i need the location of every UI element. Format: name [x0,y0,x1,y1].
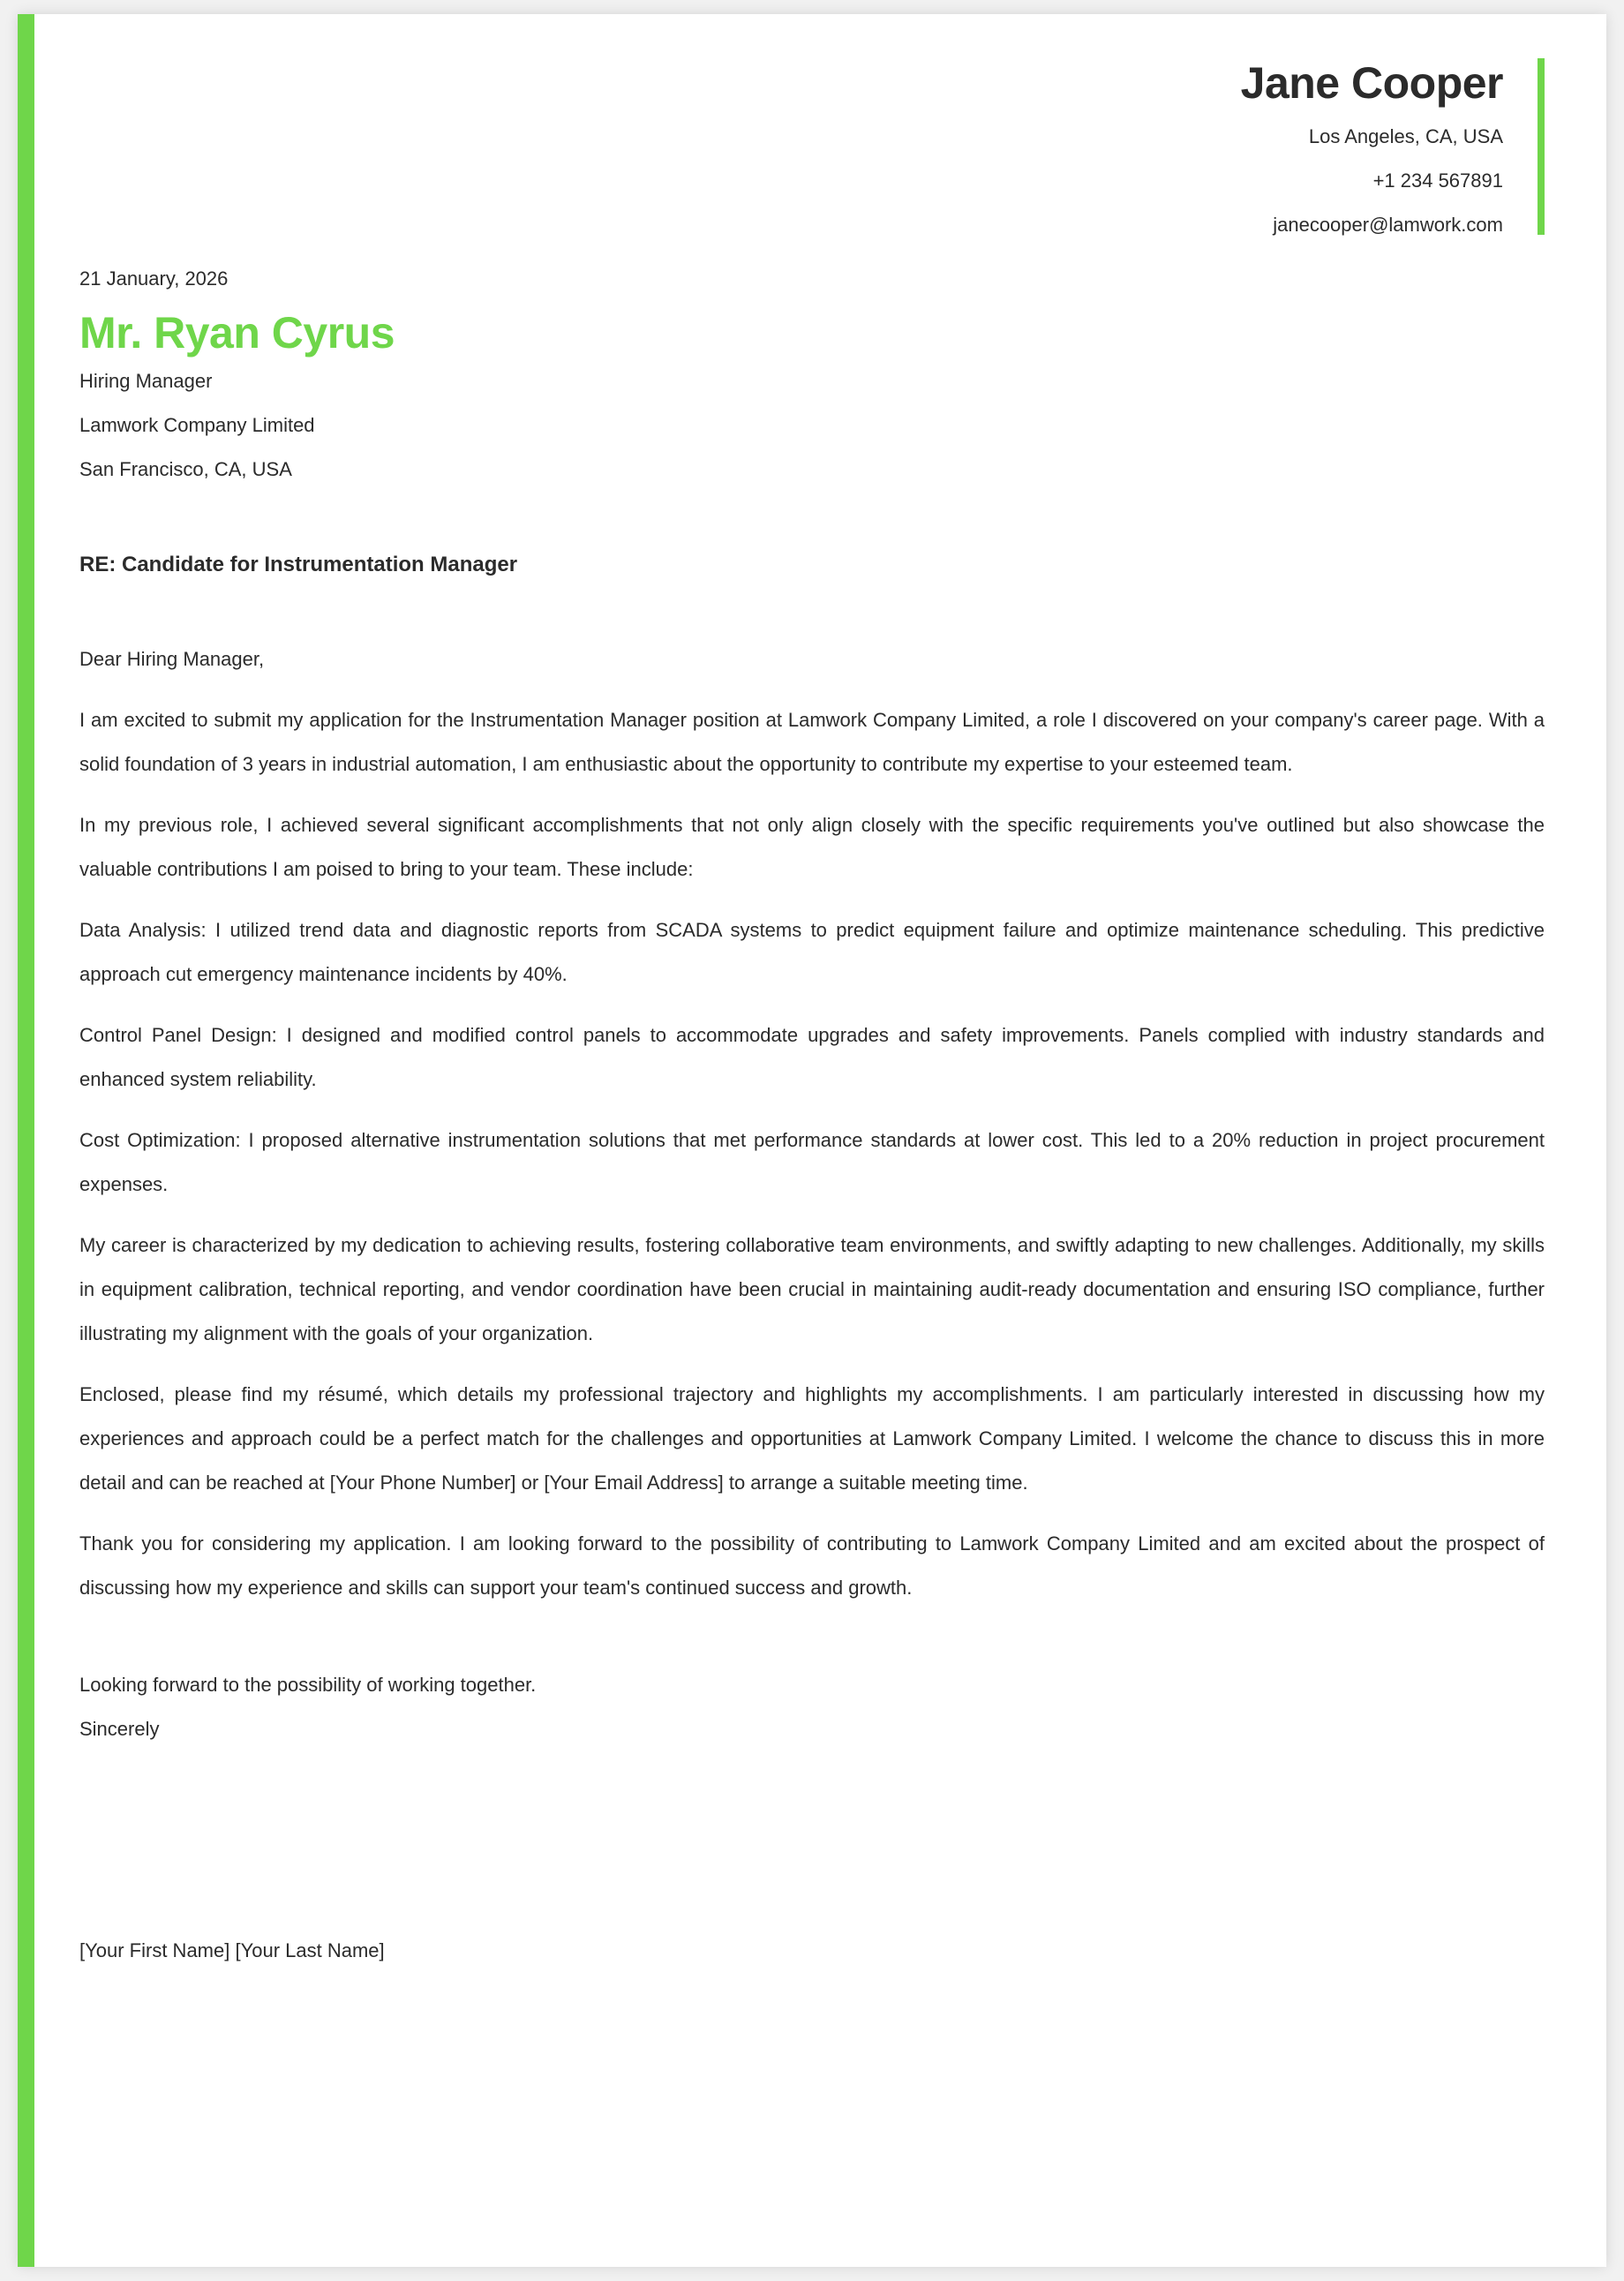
letter-body [79,257,1545,1973]
paragraph-control-panel: Control Panel Design: I designed and modified control panels to accommodate upgrades and safety improvements. Panels complied with industry standards and enhanced system reliability. [79,1024,1545,1090]
paragraph-thanks: Thank you for considering my application. I am looking forward to the possibility of contributing to Lamwork Company Limited and am excited about the prospect of discussing how my experience and skills can support your team's continued success and growth. [79,1532,1545,1599]
letter-page [18,14,1606,2267]
sender-phone: +1 234 567891 [1372,169,1503,192]
paragraph-career: My career is characterized by my dedication to achieving results, fostering collaborative team environments, and swiftly adapting to new challenges. Additionally, my skills in equipment calibration, technical reporting, and vendor coordination have been crucial in maintaining audit-ready documentation and ensuring ISO compliance, further illustrating my alignment with the goals of your organization. [79,1234,1545,1344]
paragraph-data-analysis: Data Analysis: I utilized trend data and diagnostic reports from SCADA systems to predict equipment failure and optimize maintenance scheduling. This predictive approach cut emergency maintenance incidents by 40%. [79,919,1545,985]
sender-email: janecooper@lamwork.com [1273,214,1503,236]
letter-date: 21 January, 2026 [79,267,229,290]
sender-name: Jane Cooper [1240,58,1503,108]
sender-location: Los Angeles, CA, USA [1308,125,1503,147]
recipient-title: Hiring Manager [79,370,213,392]
recipient-block [79,306,1545,492]
closing-line: Looking forward to the possibility of working together. [79,1674,537,1696]
accent-side-bar [18,14,34,2267]
paragraph-enclosure: Enclosed, please find my résumé, which details my professional trajectory and highlights my accomplishments. I am particularly interested in discussing how my experiences and approach could be a perfect match for the challenges and opportunities at Lamwork Company Limited. I welcome the chance to discuss this in more detail and can be reached at [Your Phone Number] or [Your Email Address] to arrange a suitable meeting time. [79,1383,1545,1494]
sender-block [885,56,1503,247]
paragraph-intro: I am excited to submit my application for the Instrumentation Manager position at Lamwork Company Limited, a role I discovered on your company's career page. With a solid foundation of 3 years in industrial automation, I am enthusiastic about the opportunity to contribute my expertise to your esteemed team. [79,709,1545,775]
salutation: Dear Hiring Manager, [79,648,265,670]
sender-accent-bar [1538,58,1545,235]
recipient-location: San Francisco, CA, USA [79,458,292,480]
signoff: Sincerely [79,1718,160,1740]
recipient-company: Lamwork Company Limited [79,414,315,436]
signature-name: [Your First Name] [Your Last Name] [79,1939,385,1961]
recipient-name: Mr. Ryan Cyrus [79,308,395,358]
paragraph-accomplishments: In my previous role, I achieved several significant accomplishments that not only align closely with the specific requirements you've outlined but also showcase the valuable contributions I am poised to bring to your team. These include: [79,814,1545,880]
paragraph-cost-optimization: Cost Optimization: I proposed alternative instrumentation solutions that met performance standards at lower cost. This led to a 20% reduction in project procurement expenses. [79,1129,1545,1195]
letter-subject: RE: Candidate for Instrumentation Manager [79,553,518,576]
